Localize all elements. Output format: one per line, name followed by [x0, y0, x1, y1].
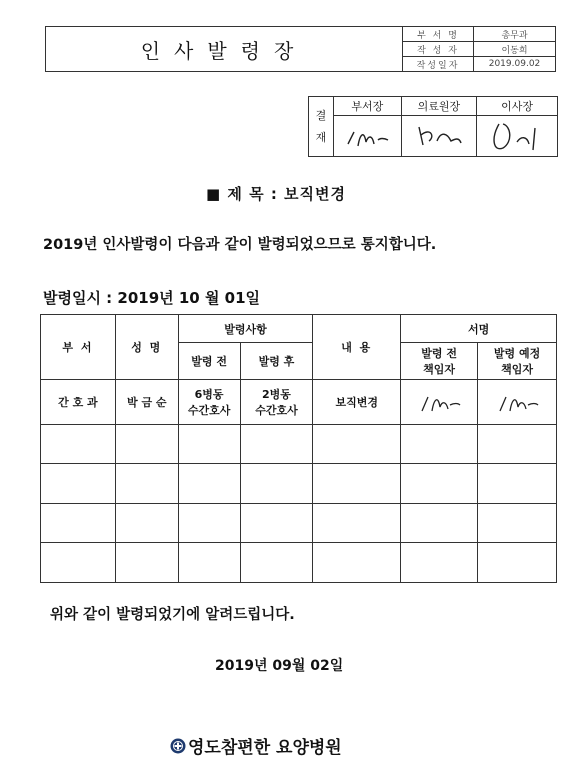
table-row-empty	[41, 503, 557, 543]
col-header-content: 내 용	[313, 315, 401, 380]
approval-side-label	[309, 97, 334, 157]
approval-role-director: 의료원장	[401, 97, 477, 116]
organization-name: 영도참편한 요양병원	[188, 738, 342, 758]
col-header-sig-before-line2: 책임자	[423, 363, 456, 377]
cell-sig-after	[478, 379, 557, 424]
footer-date: 2019년 09월 02일	[215, 658, 344, 674]
col-header-sig-before-line1: 발령 전	[421, 347, 457, 361]
hospital-logo-icon	[170, 738, 186, 754]
cell-before-line2: 수간호사	[187, 403, 231, 417]
cell-after	[240, 379, 313, 424]
col-header-sig-after	[478, 343, 557, 380]
col-header-sig-after-line1: 발령 예정	[493, 347, 541, 361]
approval-signature-3	[477, 116, 558, 157]
table-row-empty	[41, 464, 557, 504]
cell-before	[178, 379, 240, 424]
table-row-empty	[41, 543, 557, 583]
cell-after-line1: 2병동	[262, 387, 291, 401]
col-header-action: 발령사항	[178, 315, 313, 343]
organization	[170, 733, 342, 758]
col-header-before: 발령 전	[178, 343, 240, 380]
page-title: 인사발령장	[46, 27, 403, 72]
appointment-table	[40, 314, 557, 583]
issue-date: 발령일시 : 2019년 10 월 01일	[43, 289, 261, 307]
meta-value-author: 이동희	[474, 42, 556, 57]
meta-label-author: 작 성 자	[403, 42, 474, 57]
col-header-after: 발령 후	[240, 343, 313, 380]
approval-side-label-1: 결	[315, 108, 327, 122]
header-table	[45, 26, 556, 72]
approval-signature-1	[334, 116, 402, 157]
col-header-signature: 서명	[401, 315, 557, 343]
approval-side-label-2: 재	[315, 130, 327, 144]
col-header-name: 성 명	[115, 315, 178, 380]
approval-box	[308, 96, 558, 157]
footer-notice: 위와 같이 발령되었기에 알려드립니다.	[50, 607, 295, 623]
cell-sig-before	[401, 379, 478, 424]
cell-name: 박 금 순	[115, 379, 178, 424]
table-row	[41, 379, 557, 424]
cell-before-line1: 6병동	[194, 387, 224, 401]
approval-role-dept-head: 부서장	[334, 97, 402, 116]
meta-label-dept: 부 서 명	[403, 27, 474, 42]
meta-label-date: 작성일자	[403, 57, 474, 72]
cell-after-line2: 수간호사	[255, 403, 298, 417]
col-header-dept: 부 서	[41, 315, 116, 380]
approval-signature-2	[401, 116, 477, 157]
intro-text: 2019년 인사발령이 다음과 같이 발령되었으므로 통지합니다.	[43, 237, 437, 253]
meta-value-dept: 총무과	[474, 27, 556, 42]
subject-line: ■ 제 목 : 보직변경	[206, 185, 347, 203]
approval-role-chairman: 이사장	[477, 97, 558, 116]
cell-content: 보직변경	[313, 379, 401, 424]
meta-value-date: 2019.09.02	[474, 57, 556, 72]
col-header-sig-after-line2: 책임자	[501, 363, 533, 377]
cell-dept: 간 호 과	[41, 379, 116, 424]
col-header-sig-before	[401, 343, 478, 380]
table-row-empty	[41, 424, 557, 464]
